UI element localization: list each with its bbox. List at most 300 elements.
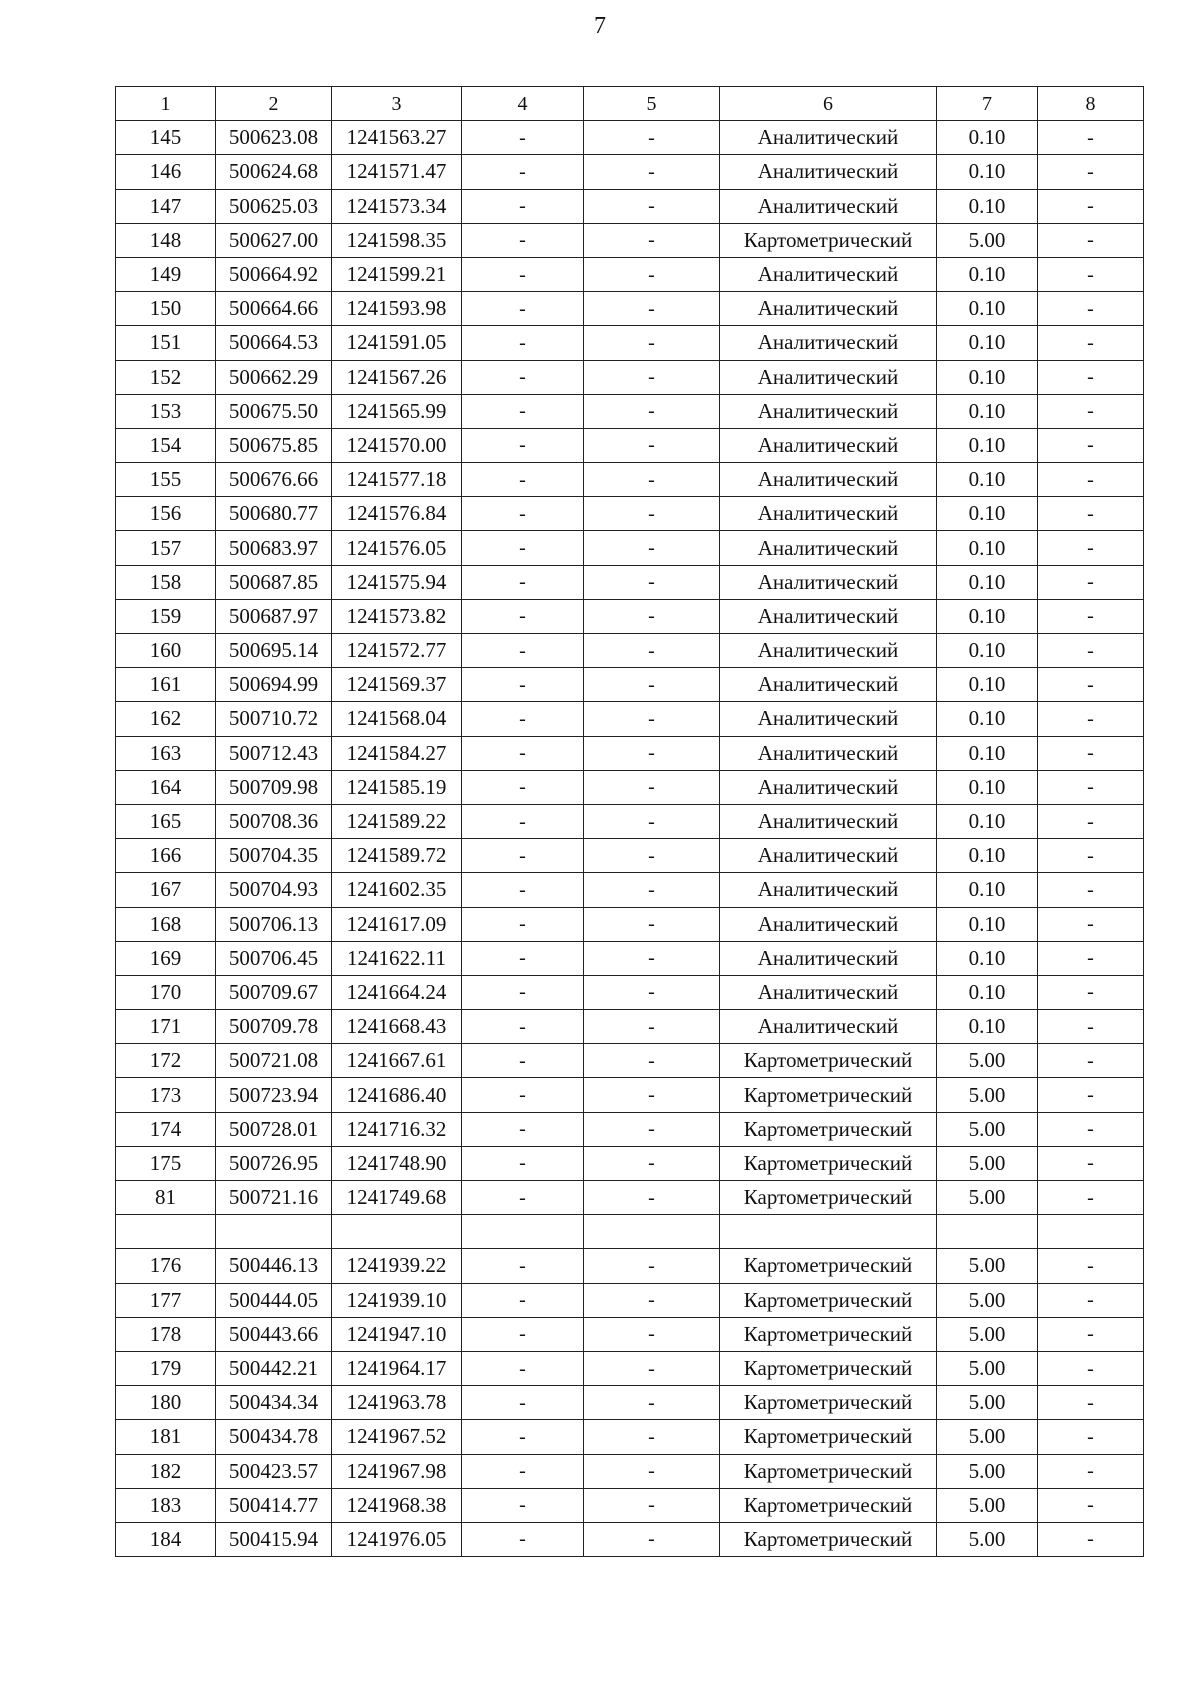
table-cell: - [1038,531,1144,565]
table-cell: - [584,292,720,326]
table-cell: Картометрический [720,1249,937,1283]
table-row [116,599,1144,633]
table-cell: 0.10 [937,873,1038,907]
table-cell: 500434.78 [216,1420,332,1454]
table-cell: Картометрический [720,1044,937,1078]
table-cell: - [584,531,720,565]
table-cell: 1241593.98 [332,292,462,326]
table-cell: 170 [116,975,216,1009]
table-cell: Аналитический [720,121,937,155]
table-cell: 171 [116,1010,216,1044]
table-cell: - [462,1522,584,1556]
table-cell: 1241668.43 [332,1010,462,1044]
table-cell: - [584,1420,720,1454]
table-row [116,1522,1144,1556]
table-cell: 1241565.99 [332,394,462,428]
table-cell: - [584,1386,720,1420]
table-cell: 1241964.17 [332,1351,462,1385]
table-cell: 1241577.18 [332,463,462,497]
table-cell: - [462,394,584,428]
table-cell: 0.10 [937,565,1038,599]
table-cell: - [1038,1386,1144,1420]
table-cell: 1241976.05 [332,1522,462,1556]
table-cell: 500414.77 [216,1488,332,1522]
table-cell: Аналитический [720,907,937,941]
table-cell: - [584,155,720,189]
table-cell: - [1038,1044,1144,1078]
column-header: 4 [462,87,584,121]
table-cell: - [462,907,584,941]
table-cell: Аналитический [720,941,937,975]
table-cell: 500712.43 [216,736,332,770]
table-cell: 0.10 [937,975,1038,1009]
table-cell: 169 [116,941,216,975]
table-cell: - [462,1351,584,1385]
table-cell: - [584,1112,720,1146]
table-cell: 500709.78 [216,1010,332,1044]
table-row [116,360,1144,394]
table-cell: - [1038,770,1144,804]
table-cell: - [584,463,720,497]
table-cell: - [462,702,584,736]
table-cell: 5.00 [937,1454,1038,1488]
table-cell: Аналитический [720,189,937,223]
table-cell: 178 [116,1317,216,1351]
table-cell: 500726.95 [216,1146,332,1180]
column-header: 6 [720,87,937,121]
table-cell: - [462,223,584,257]
table-cell: 1241617.09 [332,907,462,941]
table-cell: 500710.72 [216,702,332,736]
table-cell: - [584,1078,720,1112]
table-cell: 0.10 [937,1010,1038,1044]
table-row [116,1351,1144,1385]
table-cell: 0.10 [937,941,1038,975]
table-cell: 183 [116,1488,216,1522]
table-cell: Аналитический [720,1010,937,1044]
table-cell: - [584,1351,720,1385]
table-cell: Аналитический [720,839,937,873]
table-row [116,189,1144,223]
table-cell: 159 [116,599,216,633]
table-cell: 0.10 [937,428,1038,462]
table-cell: 0.10 [937,668,1038,702]
column-header: 2 [216,87,332,121]
table-cell: - [1038,326,1144,360]
table-cell: 5.00 [937,1283,1038,1317]
table-cell: 0.10 [937,804,1038,838]
table-cell: 500446.13 [216,1249,332,1283]
header-row [116,87,1144,121]
table-cell: - [1038,975,1144,1009]
table-row [116,463,1144,497]
table-cell: 1241568.04 [332,702,462,736]
table-cell: 152 [116,360,216,394]
table-cell: - [462,1386,584,1420]
table-cell: Картометрический [720,1112,937,1146]
table-cell: - [584,1488,720,1522]
table-cell: 1241589.72 [332,839,462,873]
table-cell: 1241589.22 [332,804,462,838]
table-cell: Аналитический [720,463,937,497]
table-cell: - [584,1181,720,1215]
table-cell: 5.00 [937,1420,1038,1454]
table-cell: 1241622.11 [332,941,462,975]
table-row [116,1317,1144,1351]
table-cell: - [462,257,584,291]
table-cell: 500695.14 [216,634,332,668]
table-cell: - [462,155,584,189]
table-cell: - [584,497,720,531]
table-cell: 176 [116,1249,216,1283]
table-cell: - [584,702,720,736]
table-cell: 164 [116,770,216,804]
table-row [116,1044,1144,1078]
table-cell: 5.00 [937,1078,1038,1112]
table-cell: 500687.97 [216,599,332,633]
table-cell: 1241570.00 [332,428,462,462]
table-cell: 0.10 [937,531,1038,565]
table-cell: - [584,565,720,599]
table-cell: - [1038,668,1144,702]
table-row [116,1249,1144,1283]
table-cell: 1241749.68 [332,1181,462,1215]
table-cell: - [462,770,584,804]
table-cell: - [462,497,584,531]
table-cell: - [584,1146,720,1180]
table-cell: - [462,1420,584,1454]
table-cell: 500444.05 [216,1283,332,1317]
table-cell: - [584,668,720,702]
table-cell: 1241967.98 [332,1454,462,1488]
table-cell: - [1038,497,1144,531]
table-cell: - [462,565,584,599]
table-cell: - [462,941,584,975]
table-cell: 500623.08 [216,121,332,155]
table-cell: Аналитический [720,394,937,428]
table-cell: 166 [116,839,216,873]
table-cell: 500675.50 [216,394,332,428]
table-row [116,873,1144,907]
table-cell: 0.10 [937,634,1038,668]
table-row [116,770,1144,804]
table-cell: 150 [116,292,216,326]
table-cell: 0.10 [937,770,1038,804]
table-cell: - [462,599,584,633]
table-cell: 151 [116,326,216,360]
table-cell: Картометрический [720,1420,937,1454]
table-cell: 5.00 [937,1044,1038,1078]
table-cell: - [462,804,584,838]
table-cell: 500709.98 [216,770,332,804]
table-cell: Картометрический [720,1283,937,1317]
table-cell: 165 [116,804,216,838]
table-cell: 174 [116,1112,216,1146]
table-cell: 1241591.05 [332,326,462,360]
table-cell: 500625.03 [216,189,332,223]
table-cell: - [462,360,584,394]
table-row [116,223,1144,257]
table-cell: 0.10 [937,360,1038,394]
table-cell: - [584,326,720,360]
table-cell: 145 [116,121,216,155]
table-cell: 5.00 [937,1112,1038,1146]
table-cell: - [462,1317,584,1351]
table-cell: 1241667.61 [332,1044,462,1078]
table-cell: - [1038,1351,1144,1385]
table-cell: 168 [116,907,216,941]
table-cell: 500680.77 [216,497,332,531]
table-cell: - [584,121,720,155]
table-cell: - [584,736,720,770]
table-cell: 500664.53 [216,326,332,360]
table-cell: - [462,1249,584,1283]
table-cell: 155 [116,463,216,497]
table-cell [462,1215,584,1249]
table-cell: - [462,873,584,907]
table-row [116,531,1144,565]
table-cell: - [1038,1112,1144,1146]
table-cell: 500627.00 [216,223,332,257]
table-cell: 1241963.78 [332,1386,462,1420]
table-cell: 5.00 [937,1317,1038,1351]
table-cell: - [462,1283,584,1317]
table-body [116,121,1144,1557]
table-row [116,1181,1144,1215]
table-cell: 500708.36 [216,804,332,838]
table-row [116,907,1144,941]
table-cell: 5.00 [937,1181,1038,1215]
table-cell: Аналитический [720,428,937,462]
table-cell: 500723.94 [216,1078,332,1112]
table-cell: - [584,1283,720,1317]
table-cell: 500694.99 [216,668,332,702]
table-cell: - [584,257,720,291]
table-cell: Аналитический [720,565,937,599]
table-row [116,1146,1144,1180]
table-cell: 500664.92 [216,257,332,291]
table-cell: - [1038,599,1144,633]
table-cell: Аналитический [720,531,937,565]
table-cell: 149 [116,257,216,291]
table-cell: 5.00 [937,1386,1038,1420]
table-cell: Аналитический [720,599,937,633]
table-cell: Аналитический [720,292,937,326]
table-row [116,292,1144,326]
table-cell: - [584,428,720,462]
table-cell: - [1038,360,1144,394]
table-cell: 500687.85 [216,565,332,599]
table-cell: 1241575.94 [332,565,462,599]
table-cell: 1241569.37 [332,668,462,702]
table-cell: - [1038,292,1144,326]
table-cell: Аналитический [720,736,937,770]
table-cell: - [462,1112,584,1146]
table-cell: - [584,873,720,907]
table-row [116,155,1144,189]
table-cell: 5.00 [937,1146,1038,1180]
table-cell: 5.00 [937,1488,1038,1522]
table-cell: 1241939.22 [332,1249,462,1283]
table-cell: 1241967.52 [332,1420,462,1454]
table-row [116,1112,1144,1146]
table-cell: Аналитический [720,804,937,838]
table-cell: - [462,975,584,1009]
table-cell: - [1038,1283,1144,1317]
table-cell: 175 [116,1146,216,1180]
table-cell: - [1038,873,1144,907]
table-row [116,428,1144,462]
table-cell: 158 [116,565,216,599]
table-row [116,121,1144,155]
table-row [116,565,1144,599]
table-cell: 0.10 [937,257,1038,291]
table-cell: 500706.45 [216,941,332,975]
table-cell: Картометрический [720,1351,937,1385]
table-cell: 1241748.90 [332,1146,462,1180]
table-cell: - [584,1522,720,1556]
column-header: 3 [332,87,462,121]
table-cell: 167 [116,873,216,907]
table-cell: - [584,975,720,1009]
table-cell: 147 [116,189,216,223]
table-cell: 0.10 [937,702,1038,736]
table-cell: - [584,394,720,428]
table-cell: 161 [116,668,216,702]
table-row [116,941,1144,975]
table-cell: 500415.94 [216,1522,332,1556]
table-cell: - [1038,907,1144,941]
table-cell: Картометрический [720,1146,937,1180]
table-cell: - [1038,1317,1144,1351]
table-cell: 500704.35 [216,839,332,873]
table-cell [116,1215,216,1249]
table-row [116,1488,1144,1522]
table-cell: 156 [116,497,216,531]
table-cell: 173 [116,1078,216,1112]
table-cell: - [1038,634,1144,668]
table-row [116,1420,1144,1454]
table-cell: 500676.66 [216,463,332,497]
table-cell: - [1038,941,1144,975]
table-cell: 1241968.38 [332,1488,462,1522]
table-cell: - [462,531,584,565]
table-cell: - [1038,463,1144,497]
table-cell: 0.10 [937,599,1038,633]
table-cell: Картометрический [720,1317,937,1351]
table-cell: Аналитический [720,702,937,736]
table-cell: - [1038,1010,1144,1044]
table-cell: 177 [116,1283,216,1317]
table-cell: 1241686.40 [332,1078,462,1112]
table-cell: - [1038,1078,1144,1112]
table-cell: - [1038,1522,1144,1556]
table-cell: Аналитический [720,360,937,394]
table-row [116,736,1144,770]
table-row [116,668,1144,702]
table-cell: 181 [116,1420,216,1454]
table-cell: - [462,1078,584,1112]
table-cell: - [462,121,584,155]
coordinates-table [115,86,1144,1557]
table-cell: - [584,360,720,394]
table-cell: 0.10 [937,497,1038,531]
table-cell: 500443.66 [216,1317,332,1351]
table-cell: Аналитический [720,155,937,189]
table-cell: 1241563.27 [332,121,462,155]
table-cell: - [584,770,720,804]
column-header: 8 [1038,87,1144,121]
table-cell: 0.10 [937,907,1038,941]
table-cell: - [1038,702,1144,736]
table-cell: 500434.34 [216,1386,332,1420]
table-cell: - [462,326,584,360]
table-cell: 146 [116,155,216,189]
table-cell: 180 [116,1386,216,1420]
table-cell: 1241585.19 [332,770,462,804]
table-cell: - [584,839,720,873]
table-cell: - [462,1488,584,1522]
table-cell: 500704.93 [216,873,332,907]
table-cell: - [584,189,720,223]
table-cell: Картометрический [720,1488,937,1522]
table-cell: 0.10 [937,189,1038,223]
table-cell: - [462,736,584,770]
table-cell: - [1038,839,1144,873]
table-cell: - [462,1044,584,1078]
table-cell: Картометрический [720,1522,937,1556]
table-cell: 179 [116,1351,216,1385]
table-cell: 0.10 [937,736,1038,770]
table-cell: 500728.01 [216,1112,332,1146]
column-header: 7 [937,87,1038,121]
table-cell: 1241576.05 [332,531,462,565]
table-header [116,87,1144,121]
table-row [116,1010,1144,1044]
table-cell: Аналитический [720,497,937,531]
table-cell: 1241576.84 [332,497,462,531]
table-cell: - [1038,155,1144,189]
table-cell: 1241584.27 [332,736,462,770]
table-cell: Картометрический [720,1386,937,1420]
table-row [116,1454,1144,1488]
table-cell: 1241572.77 [332,634,462,668]
table-cell: 1241602.35 [332,873,462,907]
table-cell: 0.10 [937,292,1038,326]
table-cell: 0.10 [937,463,1038,497]
table-cell [584,1215,720,1249]
table-cell: 0.10 [937,394,1038,428]
table-row [116,394,1144,428]
table-cell: 154 [116,428,216,462]
table-cell: 160 [116,634,216,668]
table-cell: - [584,1249,720,1283]
table-row [116,839,1144,873]
table-row [116,1283,1144,1317]
table-cell: - [1038,1181,1144,1215]
table-cell [216,1215,332,1249]
table-cell: 81 [116,1181,216,1215]
table-cell: 0.10 [937,155,1038,189]
table-row [116,975,1144,1009]
table-cell: - [1038,1249,1144,1283]
table-cell: - [1038,121,1144,155]
table-cell: - [1038,1488,1144,1522]
table-cell: 0.10 [937,326,1038,360]
table-cell: Аналитический [720,668,937,702]
table-cell: 5.00 [937,1351,1038,1385]
table-cell: Картометрический [720,1181,937,1215]
